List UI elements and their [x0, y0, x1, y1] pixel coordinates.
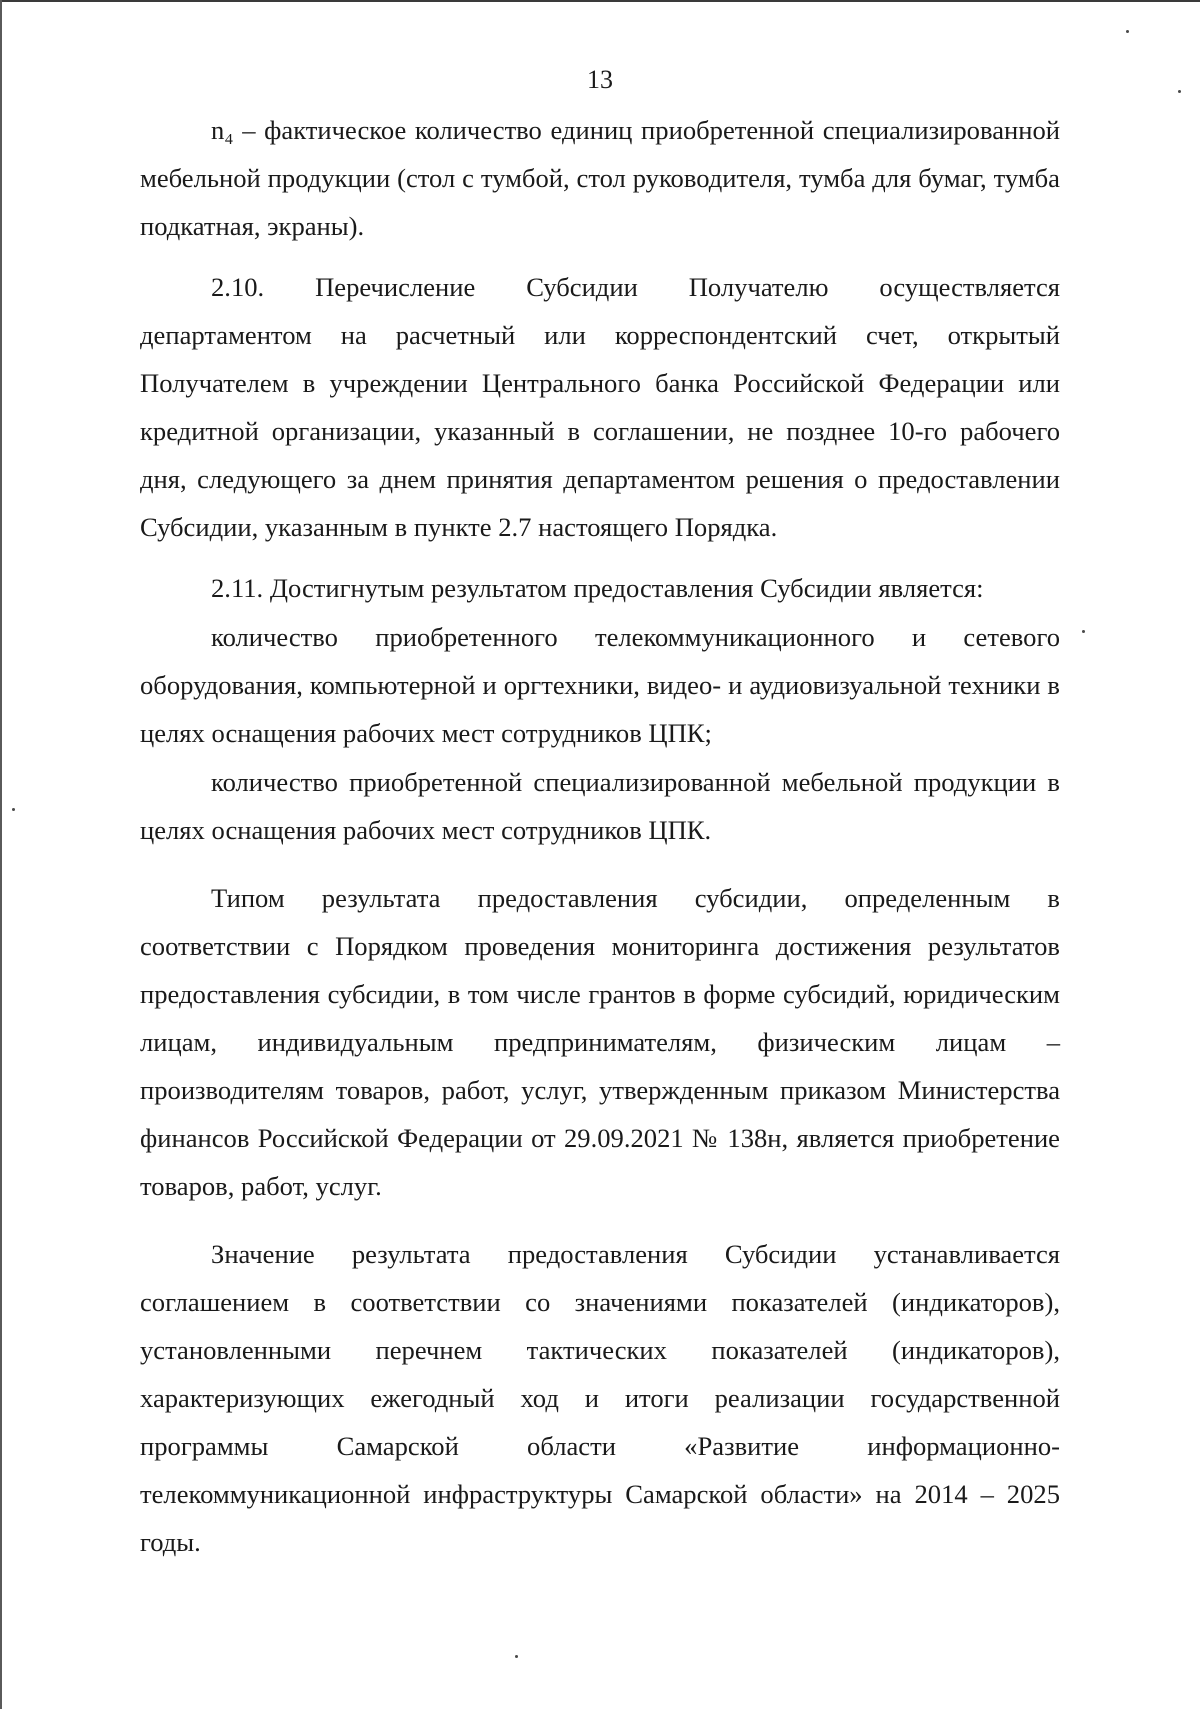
paragraph-result-equipment: количество приобретенного телекоммуникационного и сетевого оборудования, компьютерной и оргтехники, видео- и аудиовизуальной техники в целях оснащения рабочих мест сотрудников ЦПК; [140, 622, 1060, 748]
paragraph-2-11: 2.11. Достигнутым результатом предоставления Субсидии является: [211, 573, 984, 603]
paragraph-2-10: 2.10. Перечисление Субсидии Получателю осуществляется департаментом на расчетный или корреспондентский счет, открытый Получателем в учреждении Центрального банка Российской Федерации или кредитной организации, указанный в соглашении, не позднее 10-го рабочего дня, следующего за днем принятия департаментом решения о предоставлении Субсидии, указанным в пункте 2.7 настоящего Порядка. [140, 272, 1060, 542]
paragraph-result-furniture: количество приобретенной специализированной мебельной продукции в целях оснащения рабочих мест сотрудников ЦПК. [140, 767, 1060, 845]
scan-speck [515, 1655, 518, 1658]
paragraph-n4-definition: n₄ – фактическое количество единиц приобретенной специализированной мебельной продукции (стол с тумбой, стол руководителя, тумба для бумаг, тумба подкатная, экраны). [140, 115, 1060, 241]
page-number: 13 [587, 65, 613, 94]
document-body [140, 106, 1060, 1567]
scan-speck [1082, 630, 1085, 633]
scan-speck [1126, 30, 1129, 33]
paragraph-result-value: Значение результата предоставления Субсидии устанавливается соглашением в соответствии со значениями показателей (индикаторов), установленными перечнем тактических показателей (индикаторов), характеризующих ежегодный ход и итоги реализации государственной программы Самарской области «Развитие информационно-телекоммуникационной инфраструктуры Самарской области» на 2014 – 2025 годы. [140, 1239, 1060, 1557]
scan-left-edge [0, 0, 2, 1709]
scan-speck [1178, 90, 1181, 93]
paragraph-result-type: Типом результата предоставления субсидии, определенным в соответствии с Порядком проведения мониторинга достижения результатов предоставления субсидии, в том числе грантов в форме субсидий, юридическим лицам, индивидуальным предпринимателям, физическим лицам – производителям товаров, работ, услуг, утвержденным приказом Министерства финансов Российской Федерации от 29.09.2021 № 138н, является приобретение товаров, работ, услуг. [140, 883, 1060, 1201]
scan-top-edge [0, 0, 1200, 2]
scan-speck [12, 808, 15, 811]
